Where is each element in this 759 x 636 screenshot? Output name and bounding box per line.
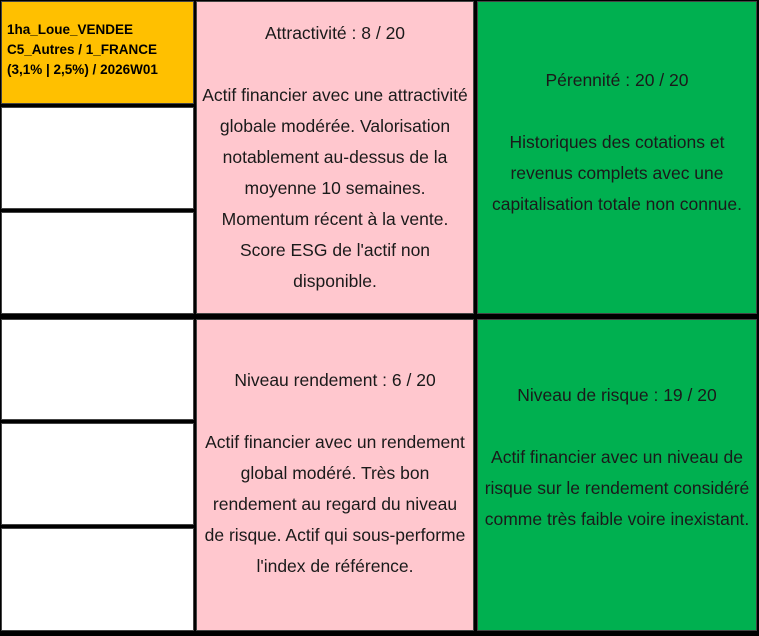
attractivite-title: Attractivité : 8 / 20 (264, 23, 406, 43)
attractivite-panel[interactable] (196, 1, 474, 314)
empty-cell-4[interactable] (1, 423, 194, 525)
perennite-title: Pérennité : 20 / 20 (545, 70, 689, 90)
attractivite-description: Actif financier avec une attractivité globale modérée. Valorisation notablement au-dessus de la moyenne 10 semaines. Momentum récent à la vente. Score ESG de l'actif non disponible. (202, 85, 468, 291)
empty-cell-3[interactable] (1, 319, 194, 420)
rendement-panel[interactable] (196, 319, 474, 631)
perennite-panel[interactable] (477, 1, 757, 314)
empty-cell-2[interactable] (1, 212, 194, 314)
asset-label-line1: 1ha_Loue_VENDEE (7, 22, 134, 37)
asset-label-cell[interactable] (1, 1, 194, 104)
risque-title: Niveau de risque : 19 / 20 (517, 385, 717, 405)
rendement-description: Actif financier avec un rendement global modéré. Très bon rendement au regard du niveau de risque. Actif qui sous-performe l'index de référence. (204, 432, 466, 576)
empty-cell-5[interactable] (1, 528, 194, 631)
rendement-title: Niveau rendement : 6 / 20 (234, 370, 436, 390)
risque-panel[interactable] (477, 319, 757, 631)
perennite-description: Historiques des cotations et revenus complets avec une capitalisation totale non connue. (491, 132, 743, 214)
asset-label-line2: C5_Autres / 1_FRANCE (7, 42, 158, 57)
asset-label-line3: (3,1% | 2,5%) / 2026W01 (7, 62, 158, 77)
risque-description: Actif financier avec un niveau de risque sur le rendement considéré comme très faible voire inexistant. (484, 447, 750, 529)
empty-cell-1[interactable] (1, 107, 194, 209)
